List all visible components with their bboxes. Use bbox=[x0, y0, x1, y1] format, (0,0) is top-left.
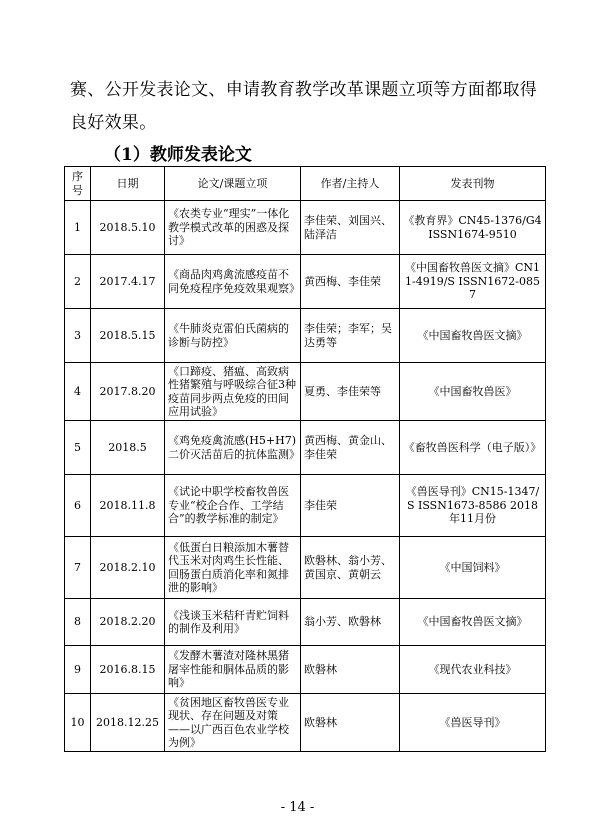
cell-no: 10 bbox=[65, 694, 91, 752]
section-title: （1）教师发表论文 bbox=[104, 145, 252, 165]
table-header-row bbox=[65, 167, 546, 201]
table-row bbox=[65, 421, 546, 475]
cell-date: 2018.2.20 bbox=[91, 599, 165, 646]
cell-author: 黄西梅、黄金山、李佳荣 bbox=[301, 421, 400, 475]
table-row bbox=[65, 255, 546, 309]
cell-journal: 《畜牧兽医科学（电子版）》 bbox=[400, 421, 546, 475]
cell-date: 2018.5.10 bbox=[91, 201, 165, 255]
page-number: - 14 - bbox=[280, 800, 315, 815]
cell-no: 5 bbox=[65, 421, 91, 475]
table-row bbox=[65, 694, 546, 752]
table-row bbox=[65, 309, 546, 363]
cell-author: 李佳荣、刘国兴、陆泽洁 bbox=[301, 201, 400, 255]
table-row bbox=[65, 537, 546, 599]
table-row bbox=[65, 363, 546, 421]
cell-author: 李佳荣 bbox=[301, 475, 400, 537]
cell-no: 4 bbox=[65, 363, 91, 421]
cell-journal: 《中国畜牧兽医文摘》 bbox=[400, 309, 546, 363]
cell-title: 《口蹄疫、猪瘟、高致病性猪繁殖与呼吸综合征3种疫苗同步两点免疫的田间应用试验》 bbox=[165, 363, 301, 421]
cell-title: 《鸡免疫禽流感(H5+H7)二价灭活苗后的抗体监测》 bbox=[165, 421, 301, 475]
cell-author: 翁小芳、欧磐林 bbox=[301, 599, 400, 646]
cell-author: 李佳荣；李军；吴达勇等 bbox=[301, 309, 400, 363]
cell-journal: 《中国畜牧兽医文摘》CN11-4919/S ISSN1672-0857 bbox=[400, 255, 546, 309]
table-row bbox=[65, 475, 546, 537]
cell-title: 《发酵木薯渣对隆林黑猪屠宰性能和胴体品质的影响》 bbox=[165, 646, 301, 694]
cell-journal: 《中国畜牧兽医文摘》 bbox=[400, 599, 546, 646]
cell-date: 2018.12.25 bbox=[91, 694, 165, 752]
cell-journal: 《教育界》CN45-1376/G4 ISSN1674-9510 bbox=[400, 201, 546, 255]
header-author: 作者/主持人 bbox=[301, 167, 400, 201]
header-journal: 发表刊物 bbox=[400, 167, 546, 201]
papers-table bbox=[64, 166, 546, 752]
table-row bbox=[65, 646, 546, 694]
cell-author: 夏勇、李佳荣等 bbox=[301, 363, 400, 421]
cell-title: 《农类专业“理实”一体化教学模式改革的困惑及探讨》 bbox=[165, 201, 301, 255]
cell-author: 欧磐林、翁小芳、黄国京、黄朝云 bbox=[301, 537, 400, 599]
cell-date: 2018.2.10 bbox=[91, 537, 165, 599]
cell-title: 《贫困地区畜牧兽医专业现状、存在问题及对策——以广西百色农业学校为例》 bbox=[165, 694, 301, 752]
cell-date: 2016.8.15 bbox=[91, 646, 165, 694]
cell-journal: 《中国饲料》 bbox=[400, 537, 546, 599]
cell-author: 欧磐林 bbox=[301, 694, 400, 752]
table-body bbox=[65, 201, 546, 752]
cell-date: 2018.5.15 bbox=[91, 309, 165, 363]
cell-journal: 《兽医导刊》 bbox=[400, 694, 546, 752]
cell-author: 黄西梅、李佳荣 bbox=[301, 255, 400, 309]
cell-title: 《低蛋白日粮添加木薯替代玉米对肉鸡生长性能、回肠蛋白质消化率和氮排泄的影响》 bbox=[165, 537, 301, 599]
cell-no: 9 bbox=[65, 646, 91, 694]
cell-date: 2018.11.8 bbox=[91, 475, 165, 537]
cell-no: 1 bbox=[65, 201, 91, 255]
cell-author: 欧磐林 bbox=[301, 646, 400, 694]
cell-title: 《浅谈玉米秸秆青贮饲料的制作及利用》 bbox=[165, 599, 301, 646]
cell-journal: 《现代农业科技》 bbox=[400, 646, 546, 694]
cell-journal: 《中国畜牧兽医》 bbox=[400, 363, 546, 421]
table-row bbox=[65, 201, 546, 255]
cell-no: 8 bbox=[65, 599, 91, 646]
cell-no: 3 bbox=[65, 309, 91, 363]
cell-no: 7 bbox=[65, 537, 91, 599]
header-title: 论文/课题立项 bbox=[165, 167, 301, 201]
cell-date: 2018.5 bbox=[91, 421, 165, 475]
cell-date: 2017.8.20 bbox=[91, 363, 165, 421]
header-date: 日期 bbox=[91, 167, 165, 201]
header-no: 序号 bbox=[65, 167, 91, 201]
cell-date: 2017.4.17 bbox=[91, 255, 165, 309]
cell-title: 《商品肉鸡禽流感疫苗不同免疫程序免疫效果观察》 bbox=[165, 255, 301, 309]
table-row bbox=[65, 599, 546, 646]
cell-no: 6 bbox=[65, 475, 91, 537]
cell-no: 2 bbox=[65, 255, 91, 309]
cell-title: 《试论中职学校畜牧兽医专业“校企合作、工学结合”的教学标准的制定》 bbox=[165, 475, 301, 537]
intro-paragraph: 赛、公开发表论文、申请教育教学改革课题立项等方面都取得良好效果。 bbox=[70, 80, 538, 133]
cell-journal: 《兽医导刊》CN15-1347/S ISSN1673-8586 2018年11月份 bbox=[400, 475, 546, 537]
cell-title: 《牛肺炎克雷伯氏菌病的诊断与防控》 bbox=[165, 309, 301, 363]
